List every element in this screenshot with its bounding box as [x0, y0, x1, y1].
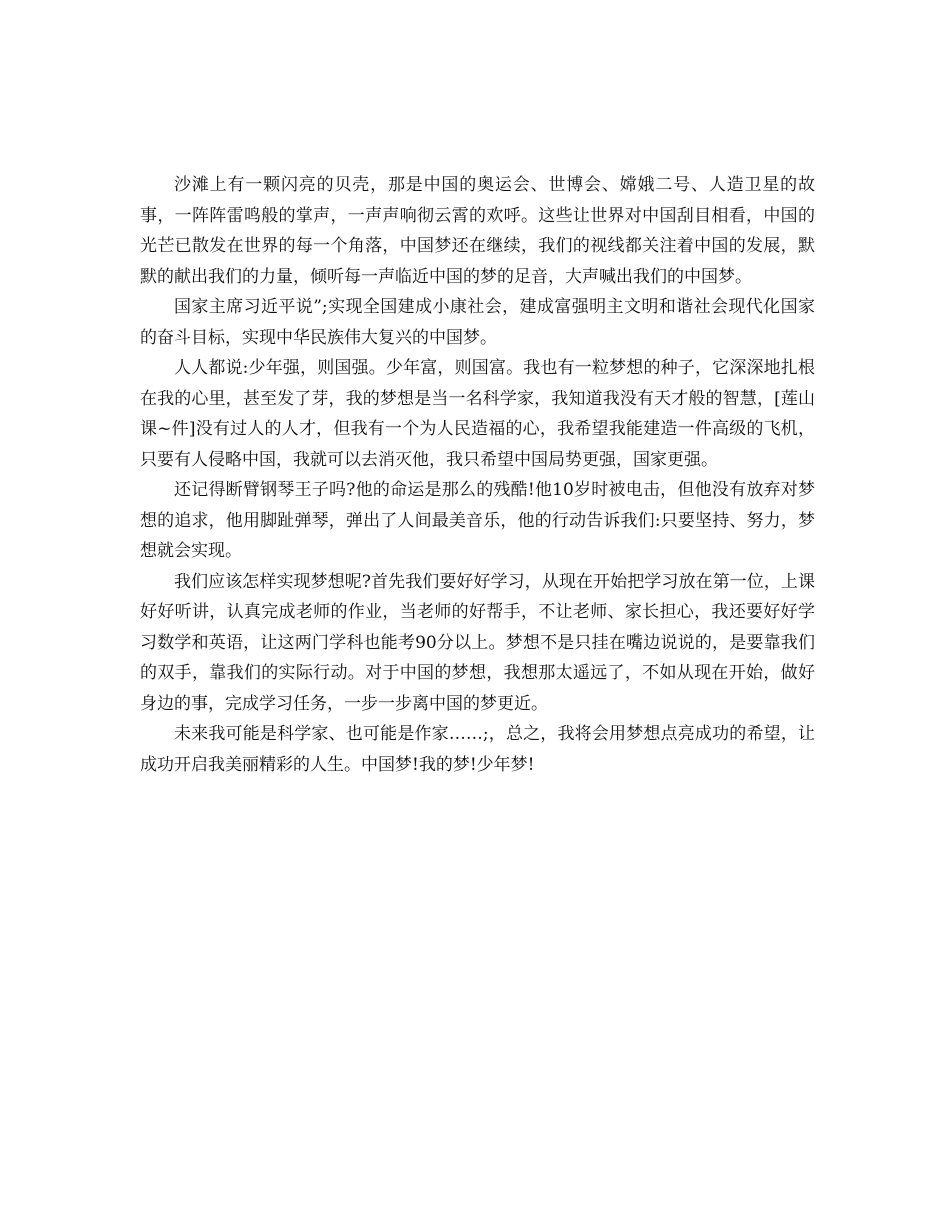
paragraph-5: 我们应该怎样实现梦想呢?首先我们要好好学习，从现在开始把学习放在第一位，上课好好听讲，认真完成老师的作业，当老师的好帮手，不让老师、家长担心，我还要好好学习数学和英语，让这两门学科也能考90分以上。梦想不是只挂在嘴边说说的，是要靠我们的双手，靠我们的实际行动。对于中国的梦想，我想那太遥远了，不如从现在开始，做好身边的事，完成学习任务，一步一步离中国的梦更近。 — [140, 571, 815, 714]
document-body — [140, 170, 815, 780]
paragraph-3: 人人都说:少年强，则国强。少年富，则国富。我也有一粒梦想的种子，它深深地扎根在我的心里，甚至发了芽，我的梦想是当一名科学家，我知道我没有天才般的智慧，[莲山 课~件]没有过人的人才，但我有一个为人民造福的心，我希望我能建造一件高级的飞机，只要有人侵略中国，我就可以去消灭他，我只希望中国局势更强，国家更强。 — [140, 358, 815, 470]
paragraph-6: 未来我可能是科学家、也可能是作家……;，总之，我将会用梦想点亮成功的希望，让成功开启我美丽精彩的人生。中国梦!我的梦!少年梦! — [140, 724, 815, 775]
paragraph-2: 国家主席习近平说”;实现全国建成小康社会，建成富强明主文明和谐社会现代化国家的奋斗目标，实现中华民族伟大复兴的中国梦。 — [140, 297, 815, 348]
paragraph-1: 沙滩上有一颗闪亮的贝壳，那是中国的奥运会、世博会、嫦娥二号、人造卫星的故事，一阵阵雷鸣般的掌声，一声声响彻云霄的欢呼。这些让世界对中国刮目相看，中国的光芒已散发在世界的每一个角落，中国梦还在继续，我们的视线都关注着中国的发展，默默的献出我们的力量，倾听每一声临近中国的梦的足音，大声喊出我们的中国梦。 — [140, 175, 815, 287]
paragraph-4: 还记得断臂钢琴王子吗?他的命运是那么的残酷!他10岁时被电击，但他没有放弃对梦想的追求，他用脚趾弹琴，弹出了人间最美音乐，他的行动告诉我们:只要坚持、努力，梦想就会实现。 — [140, 480, 815, 561]
